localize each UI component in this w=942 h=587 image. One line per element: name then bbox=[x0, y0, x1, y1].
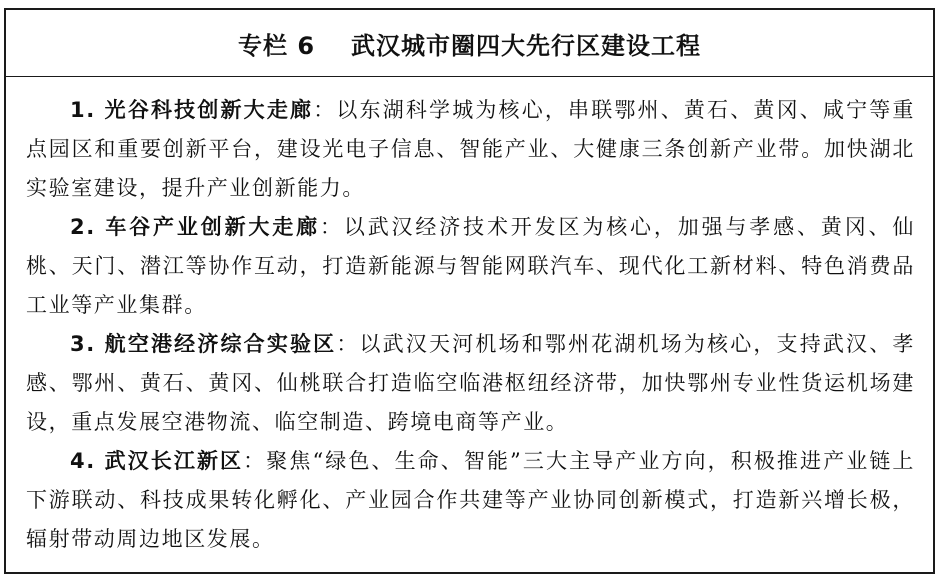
item-separator: ： bbox=[243, 449, 267, 473]
item-separator: ： bbox=[313, 98, 337, 122]
column-label: 专栏 6 bbox=[237, 31, 316, 60]
item-text: 以武汉经济技术开发区为核心，加强与孝感、黄冈、仙桃、天门、潜江等协作互动，打造新能源与智能网联汽车、现代化工新材料、特色消费品工业等产业集群。 bbox=[26, 215, 915, 317]
project-item bbox=[26, 325, 915, 442]
item-text: 以东湖科学城为核心，串联鄂州、黄石、黄冈、咸宁等重点园区和重要创新平台，建设光电子信息、智能产业、大健康三条创新产业带。加快湖北实验室建设，提升产业创新能力。 bbox=[26, 98, 916, 200]
item-number: 3. bbox=[70, 332, 96, 356]
item-number: 1. bbox=[70, 98, 96, 122]
column-title-bar bbox=[6, 10, 933, 77]
project-item bbox=[26, 91, 915, 208]
project-item bbox=[26, 208, 915, 325]
item-separator: ： bbox=[336, 332, 360, 356]
column-box bbox=[4, 8, 935, 574]
item-name: 光谷科技创新大走廊 bbox=[104, 98, 314, 122]
item-name: 航空港经济综合实验区 bbox=[104, 332, 337, 356]
item-name: 武汉长江新区 bbox=[104, 449, 244, 473]
column-title: 武汉城市圈四大先行区建设工程 bbox=[351, 31, 702, 60]
project-item bbox=[26, 442, 915, 559]
item-separator: ： bbox=[319, 215, 344, 239]
item-text: 聚焦“绿色、生命、智能”三大主导产业方向，积极推进产业链上下游联动、科技成果转化孵化、产业园合作共建等产业协同创新模式，打造新兴增长极，辐射带动周边地区发展。 bbox=[26, 449, 916, 551]
item-text: 以武汉天河机场和鄂州花湖机场为核心，支持武汉、孝感、鄂州、黄石、黄冈、仙桃联合打造临空临港枢纽经济带，加快鄂州专业性货运机场建设，重点发展空港物流、临空制造、跨境电商等产业。 bbox=[26, 332, 915, 434]
item-name: 车谷产业创新大走廊 bbox=[105, 215, 320, 239]
item-number: 2. bbox=[70, 215, 96, 239]
item-number: 4. bbox=[70, 449, 96, 473]
column-content bbox=[6, 77, 933, 559]
